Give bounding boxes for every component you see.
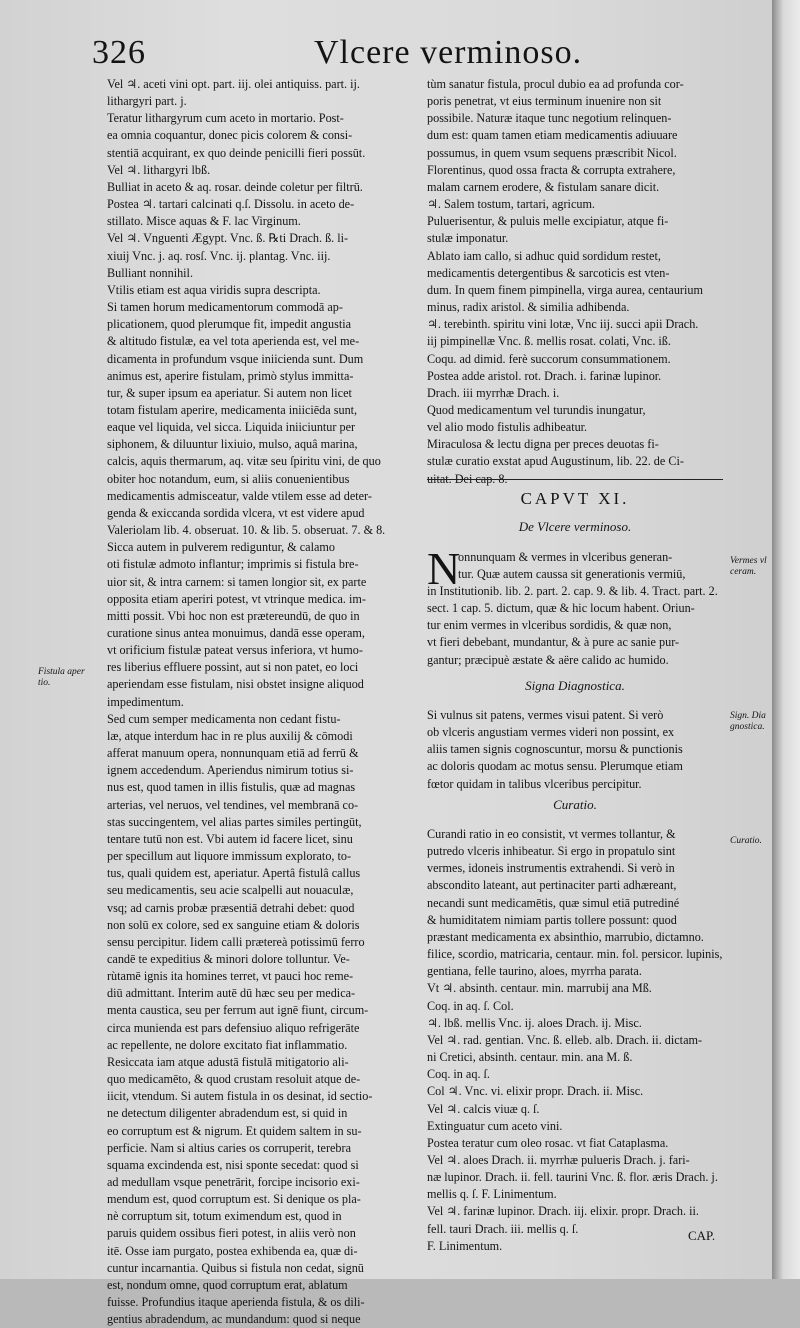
text-line: aliis tamen signis cognoscuntur, morsu & punctionis [427,742,683,757]
margin-note-curatio: Curatio. [730,836,762,846]
text-line: Coq. in aq. ſ. Col. [427,998,514,1013]
drop-cap: N [427,543,461,594]
text-line: Vel ♃. lithargyri lbß. [107,162,211,177]
text-line: Sicca autem in pulverem rediguntur, & calamo [107,540,335,555]
text-line: iij pimpinellæ Vnc. ß. mellis rosat. colati, Vnc. iß. [427,334,671,349]
text-line: Curandi ratio in eo consistit, vt vermes tollantur, & [427,827,676,841]
text-line: vsq; ad carnis probæ præsentiā detrahi debet: quod [107,900,355,915]
text-line: sect. 1 cap. 5. dictum, quæ & hic locum habent. Oriun- [427,601,695,616]
text-line: per specillum aut liquore immissum explorato, to- [107,849,352,864]
text-line: totam fistulam aperire, medicamenta iniiciēda sunt, [107,402,358,417]
text-line: Col ♃. Vnc. vi. elixir propr. Drach. ii. Misc. [427,1084,644,1099]
text-line: possumus, in quem vsum sequens præscribit Nicol. [427,145,677,160]
text-line: non solū ex colore, sed ex sanguine etiam & doloris [107,917,360,932]
text-line: tur. Quæ autem caussa sit generationis vermiū, [458,567,686,582]
text-line: Extinguatur cum aceto vini. [427,1118,563,1133]
text-line: Postea teratur cum oleo rosac. vt fiat Cataplasma. [427,1135,669,1150]
text-line: mendum est, quod corruptum est. Si denique os pla- [107,1192,361,1207]
text-line: vt fieri debebant, mundantur, & à pure ac sanie pur- [427,635,680,650]
right-column-top [427,76,727,488]
text-line: diū admittant. Interim autē dū hæc seu per medica- [107,986,356,1001]
text-line: tus, quali quidem est, aperiatur. Apertâ fistulâ callus [107,866,361,881]
text-line: tùm sanatur fistula, procul dubio ea ad profunda cor- [427,77,684,91]
text-line: uitat. Dei cap. 8. [427,471,508,486]
text-line: ea omnia coquantur, donec picis colorem & consi- [107,128,353,143]
text-line: vermes, idoneis instrumentis extrahendi. Si verò in [427,861,675,876]
text-line: animus est, aperire fistulam, primò stylus immitta- [107,368,354,383]
text-line: stulæ imponatur. [427,231,509,246]
text-line: nus est, quod tamen in illis fistulis, quæ ad magnas [107,780,356,795]
text-line: vt orificium fistulæ pateat versus inferiora, vt humo- [107,643,363,658]
text-line: gantur; præcipuè æstate & aëre calido ac humido. [427,652,669,667]
text-line: menta caustica, seu per ferrum aut ignē fiunt, circum- [107,1003,369,1018]
text-line: oti fistulæ admoto inflantur; imprimis si fistula bre- [107,557,359,572]
text-line: onnunquam & vermes in vlceribus generan- [458,550,673,564]
text-line: Vel ♃. aceti vini opt. part. iij. olei antiquiss. part. ij. [107,77,360,91]
text-line: Coq. in aq. ſ. [427,1067,490,1082]
chapter-intro-first [458,549,724,583]
text-line: dum. In quem finem pimpinella, virga aurea, centaurium [427,282,703,297]
text-line: vel alio modo fistulis adhibeatur. [427,420,588,435]
text-line: cuntur incarnantia. Quibus si fistula non cedat, signū [107,1260,364,1275]
text-line: Coqu. ad dimid. ferè succorum consummationem. [427,351,671,366]
text-line: & humiditatem nimiam partis tollere possunt: quod [427,912,677,927]
text-line: xiuij Vnc. j. aq. rosſ. Vnc. ij. plantag. Vnc. iij. [107,248,331,263]
text-line: plicationem, quod plerumque fit, impedit angustia [107,317,352,332]
text-line: fell. tauri Drach. iii. mellis q. ſ. [427,1221,579,1236]
text-line: ignem accedendum. Aperiendus nimirum totius si- [107,763,354,778]
catchword: CAP. [688,1228,716,1243]
text-line: candē te expeditius & minori dolore tolluntur. Ve- [107,951,350,966]
text-line: ac doloris quodam ac motus sensu. Plerumque etiam [427,759,683,774]
text-line: circa munienda est pars defensiuo aliquo refrigerāte [107,1020,360,1035]
text-line: lithargyri part. j. [107,94,187,109]
text-line: poris penetrat, vt eius terminum inuenire non sit [427,94,662,109]
text-line: Bulliant nonnihil. [107,265,193,280]
text-line: dum est: quam tamen etiam medicamentis adiuuare [427,128,678,143]
text-line: eaque vel liquida, vel sicca. Liquida iniiciuntur per [107,420,356,435]
margin-note-vermes: Vermes vl ceram. [730,556,767,577]
text-line: medicamentis admisceatur, valde vtilem esse ad deter- [107,488,372,503]
margin-note-fistula: Fistula aper tio. [38,667,85,688]
text-line: Si vulnus sit patens, vermes visui patent. Si verò [427,708,664,722]
text-line: ♃. Salem tostum, tartari, agricum. [427,197,595,212]
text-line: fœtor quidam in talibus vlceribus percipitur. [427,776,642,791]
text-line: Vel ♃. farinæ lupinor. Drach. iij. elixir. propr. Drach. ii. [427,1204,699,1219]
text-line: tur enim vermes in vlceribus sordidis, & quæ non, [427,618,672,633]
text-line: Resiccata iam atque adustā fistulā mitigatorio ali- [107,1054,349,1069]
text-line: medicamentis detergentibus & sarcoticis est vten- [427,265,670,280]
text-line: Vel ♃. aloes Drach. ii. myrrhæ pulueris Drach. j. fari- [427,1152,690,1167]
text-line: ac repellente, ne dolore excitato fiat inflammatio. [107,1037,348,1052]
text-line: obiter hoc notandum, eum, si aliis conuenientibus [107,471,350,486]
text-line: gentius abradendum, ac mundandum: quod si neque [107,1312,361,1327]
text-line: fuisse. Profundius itaque aperienda fistula, & os dili- [107,1295,365,1310]
text-line: afferat manuum opera, nonnunquam etiā ad ferrū & [107,746,359,761]
text-line: res liberius effluere possint, aut si non patet, eo loci [107,660,359,675]
text-line: itē. Osse iam purgato, postea exhibenda ea, quæ di- [107,1243,358,1258]
text-line: minus, radix aristol. & similia adhibenda. [427,300,630,315]
text-line: Vel ♃. Vnguenti Ægypt. Vnc. ß. ℞ti Drach. ß. li- [107,231,349,246]
text-line: necandi sunt medicamētis, quæ simul etiā putrediné [427,895,680,910]
text-line: filice, scordio, matricaria, centaur. min. fol. persicor. lupinis, [427,947,723,962]
text-line: Vt ♃. absinth. centaur. min. marrubij ana Mß. [427,981,652,996]
text-line: opposita etiam aperiri potest, vt vtrinque medica. im- [107,591,366,606]
text-line: Vel ♃. calcis viuæ q. ſ. [427,1101,540,1116]
text-line: Si tamen horum medicamentorum commodā ap- [107,300,343,315]
text-line: ♃. terebinth. spiritu vini lotæ, Vnc iij. succi apii Drach. [427,317,699,332]
text-line: curatione sinus antea monuimus, dandā esse operam, [107,626,365,640]
curatio-text [427,826,727,1255]
text-line: læ, atque interdum hac in re plus auxilij & cōmodi [107,728,353,743]
text-line: malam carnem erodere, & fistulam sanare dicit. [427,179,660,194]
text-line: siphonem, & diluuntur lixiuio, mulso, aquâ marina, [107,437,358,452]
text-line: iicit, vtendum. Si autem fistula in os desinat, id sectio- [107,1089,373,1104]
text-line: stas succingentem, vel alias partes similes pertingūt, [107,814,362,829]
text-line: squama excindenda est, nisi sponte secedat: quod si [107,1157,359,1172]
chapter-intro-rest [427,583,727,669]
text-line: stulæ curatio exstat apud Augustinum, lib. 22. de Ci- [427,454,684,469]
chapter-divider [427,479,723,480]
text-line: tur, & super ipsum ea aperiatur. Si autem non licet [107,385,352,400]
text-line: in Institutionib. lib. 2. part. 2. cap. 9. & lib. 4. Tract. part. 2. [427,584,718,598]
signa-text [427,707,727,793]
text-line: Vel ♃. rad. gentian. Vnc. ß. elleb. alb. Drach. ii. dictam- [427,1032,703,1047]
text-line: tentare tutū non est. Vbi autem id facere licet, sinu [107,831,353,846]
text-line: arterias, vel neruos, vel tendines, vel membranā co- [107,797,359,812]
text-line: aperiendam esse fistulam, nisi obstet insigne aliquod [107,677,364,692]
curatio-heading: Curatio. [553,797,597,812]
text-line: Ablato iam callo, si adhuc quid sordidum restet, [427,248,661,263]
text-line: impedimentum. [107,694,184,709]
text-line: dicamenta in profundum vsque iniicienda sunt. Dum [107,351,364,366]
text-line: stillato. Misce aquas & F. lac Virginum. [107,214,301,229]
text-line: genda & exiccanda sordida vlcera, vt est videre apud [107,505,365,520]
page-number: 326 [92,34,146,71]
left-column [107,76,417,1328]
text-line: ne detectum diligenter abradendum est, si quid in [107,1106,348,1121]
text-line: putredo vlceris inhibeatur. Si ergo in propatulo sint [427,844,676,859]
page-gutter-shadow [772,0,800,1279]
text-line: Postea adde aristol. rot. Drach. i. farinæ lupinor. [427,368,662,383]
signa-heading: Signa Diagnostica. [525,678,625,693]
running-title: Vlcere verminoso. [314,34,583,71]
text-line: Sed cum semper medicamenta non cedant fistu- [107,711,341,726]
text-line: ad medullam vsque penetrārit, forcipe incisorio exi- [107,1175,360,1189]
text-line: ni Cretici, absinth. centaur. min. ana M. ß. [427,1050,633,1065]
text-line: calcis, aquis thermarum, aq. vitæ seu ſpiritu vini, de quo [107,454,381,469]
text-line: mitti possit. Vbi hoc non est prætereundū, de quo in [107,608,360,623]
text-line: stentiā acquirant, ex quo deinde penicilli fieri possūt. [107,145,366,160]
text-line: Bulliat in aceto & aq. rosar. deinde coletur per filtrū. [107,179,363,194]
text-line: uior sit, & intra carnem: si tamen longior sit, ex parte [107,574,367,589]
text-line: Valeriolam lib. 4. obseruat. 10. & lib. 5. obseruat. 7. & 8. [107,523,386,538]
text-line: perficie. Nam si altius caries os corruperit, terebra [107,1140,351,1155]
text-line: seu medicamentis, seu acie scalpelli aut nouaculæ, [107,883,354,898]
chapter-heading: CAPVT XI. [520,489,630,508]
text-line: eo corruptum est & nigrum. Et quidem saltem in su- [107,1123,362,1138]
text-line: næ lupinor. Drach. ii. fell. taurini Vnc. ß. flor. æris Drach. j. [427,1170,718,1185]
text-line: Vtilis etiam est aqua viridis supra descripta. [107,282,321,297]
text-line: præstant medicamenta ex absinthio, marrubio, dictamno. [427,929,704,944]
text-line: Miraculosa & lectu digna per preces deuotas fi- [427,437,659,452]
text-line: est, nondum omne, quod corruptum erat, ablatum [107,1277,348,1292]
text-line: Drach. iii myrrhæ Drach. i. [427,385,560,400]
text-line: Teratur lithargyrum cum aceto in mortario. Post- [107,111,344,126]
text-line: ob vlceris angustiam vermes videri non possint, ex [427,725,675,740]
text-line: Puluerisentur, & puluis melle excipiatur, atque fi- [427,214,669,229]
text-line: sensu percipitur. Iidem calli prætereà potissimū ferro [107,934,365,949]
text-line: Quod medicamentum vel turundis inungatur, [427,402,646,417]
text-line: nè corruptum sit, totum eximendum est, quod in [107,1209,342,1224]
text-line: rùtamē ignis ita homines terret, vt pauci hoc reme- [107,969,354,984]
text-line: quo medicamēto, & quod crustam resoluit atque de- [107,1072,361,1087]
text-line: mellis q. ſ. F. Linimentum. [427,1187,557,1202]
text-line: ♃. lbß. mellis Vnc. ij. aloes Drach. ij. Misc. [427,1015,642,1030]
margin-note-signa: Sign. Dia gnostica. [730,711,766,732]
chapter-subtitle: De Vlcere verminoso. [518,519,632,534]
text-line: possibile. Naturæ itaque tunc negotium relinquen- [427,111,672,126]
text-line: & altitudo fistulæ, ea vel tota aperienda est, vel me- [107,334,360,349]
text-line: F. Linimentum. [427,1238,503,1253]
text-line: gentiana, felle taurino, aloes, myrrha parata. [427,964,642,979]
text-line: paruis quidem ossibus fieri potest, in aliis verò non [107,1226,356,1241]
text-line: abscondito lateant, aut pertinaciter parti adhæreant, [427,878,677,893]
text-line: Florentinus, quod ossa fracta & corrupta extrahere, [427,162,676,177]
text-line: Postea ♃. tartari calcinati q.ſ. Dissolu. in aceto de- [107,197,355,212]
